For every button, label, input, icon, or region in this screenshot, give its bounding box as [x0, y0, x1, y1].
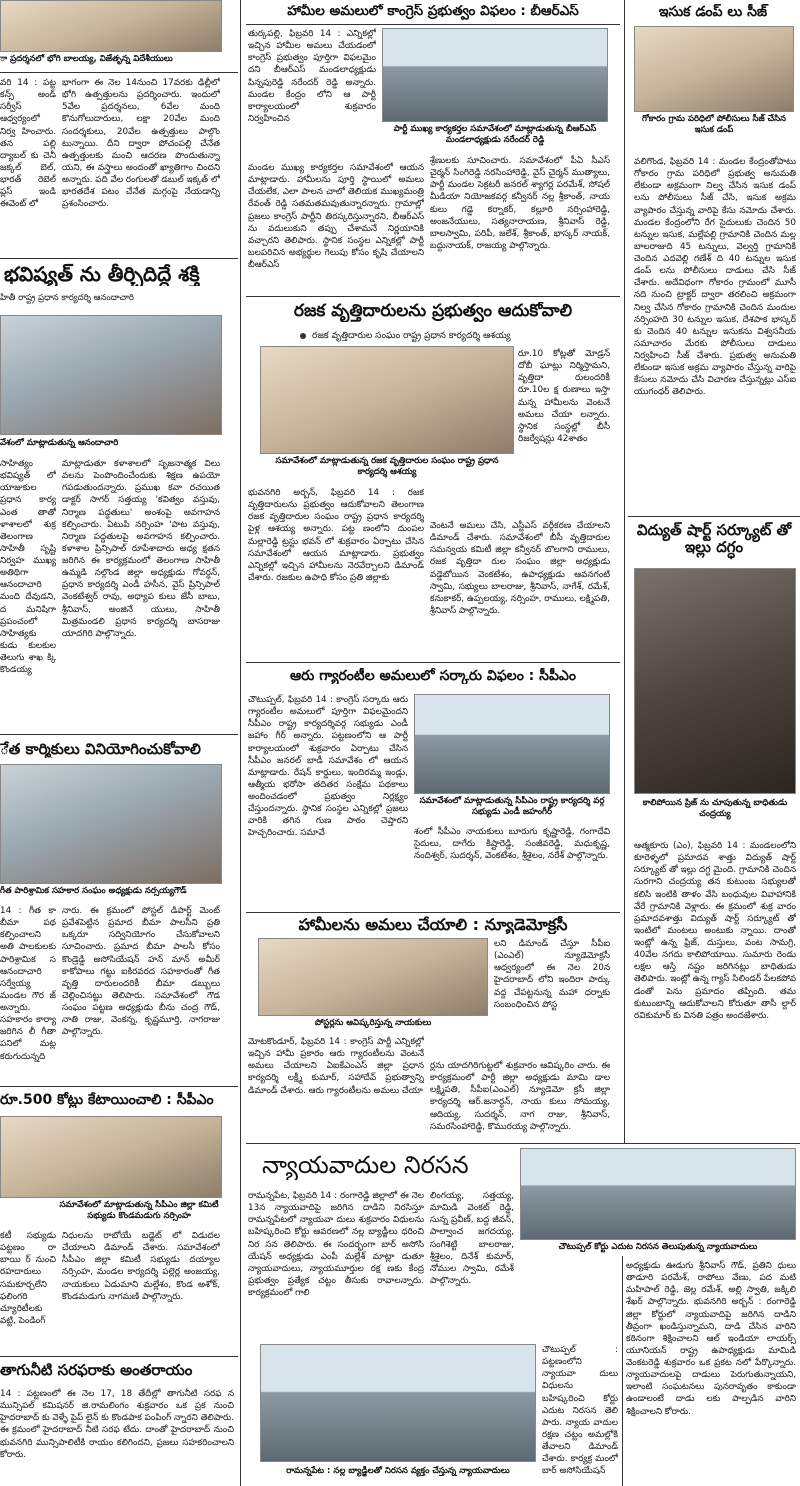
- article-text-isuka: వలిగొండ, ఫిబ్రవరి 14 : మండల కేంద్రంతోపాటు గోకారం గ్రామ పరిధిలో ప్రభుత్వ అనుమతి లేకుండా అక్రమంగా నిల్వ చేసిన ఇసుక డంప్ లను పోలీసులు సీజ్ చేసి, ఇసుక అక్రమ వ్యాపారం చేస్తున్న వారిపై కేసు నమోదు చేశారు. మండల కేంద్రంలోని రేగ సైదులుకు చెందిన 50 టన్నుల ఇసుక, మల్లేపల్లి గ్రామానికి చెందిన మల్ల బాలరాజుది 45 టన్నులు, వెల్వర్తి గ్రామానికి చెందిన ఎదవెల్లి గణేశ్ ది 40 టన్నుల ఇసుక డంప్ లను పోలీసులు దాడులు చేసి సీజ్ చేశారు. అదేవిధంగా గోకారం గ్రామంలో మూసీ నది నుంచి ట్రాక్టర్ ద్వారా తరలించి అక్రమంగా నిల్వ చేసిన గోకారం గ్రామానికి చెందిన మందుల నర్సింహది 30 టన్నుల ఇసుక, దేశపాక భాస్కర్ కు చెందిన 40 టన్నుల ఇసుకను విశ్వసనీయ సమాచారం మేరకు పోలీసులు దాడులు నిర్వహించి సీజ్ చేశారు. ప్రభుత్వ అనుమతి లేకుండా ఇసుక అక్రమ వ్యాపారం చేస్తున్న వారిపై కేసులు నమోదు చేసి విచారణ చేస్తున్నట్లు ఎస్ఐ యుగంధర్ తెలిపారు.: [634, 157, 796, 398]
- article-text-left-3b: నారు. ఈ క్రమంలో పోస్టల్ డిపార్ట్ మెంట్ ప్రవేశపెట్టిన ప్రమాద బీమా పాలసీని ప్రతి ఒక్కరూ సద్వినియోగం చేసుకోవాలని సూచించారు. ప్రమాద బీమా పాలసీ కోసం కొండ్రెడ్డి అసోసియేషన్ హన్ మాన్ అమీర్ కాకోపాలు గట్టు ఐకిరవరద సహకారంతో గీత వృత్తి దారులందరికీ బీమా డబ్బులు చెల్లించినట్టు తెలిపారు. సమావేశంలో గౌడ సంఘం పట్టణ అధ్యక్షుడు బీను చంద్ర గౌడ్, నాతి రాజు, వెంకన్న, కృష్ణమూర్తి, నాగరాజు పాల్గొన్నారు.: [62, 906, 220, 1038]
- caption-isuka: గోకారం గ్రామ పరిధిలో పోలీసులు సీజ్ చేసిన ఇసుక డంప్: [641, 114, 787, 135]
- article-text-hamila-2: మండల ముఖ్య కార్యకర్తల సమావేశంలో ఆయన మాట్లాడారు. హామీలను పూర్తి స్థాయిలో అమలు చేయలేక, ఎలా పాలన చాలో తెలియక ముఖ్యమంత్రి రేవంత్ రెడ్డి సతమతమవుతున్నారన్నారు. గ్రామాల్లో ప్రజలు కాంగ్రెస్ పార్టీని తిరస్కరిస్తున్నారని, బీఆర్ఎస్ ను వదులుకుని తప్పు చేశామనే నిర్ణయానికి వచ్చారని తెలిపారు. స్థానిక సంస్థల ఎన్నికల్లో పార్టీ బలపరిచిన అభ్యర్థుల గెలుపు కోసం కృషి చేయాలని బీఆర్ఎస్: [248, 163, 424, 270]
- article-text-rajaka-3: వెంటనే అమలు చేసి, ఎస్టీఎస్ వర్గీకరణ చేయాలని డిమాండ్ చేశారు. సమావేశంలో బీసీ వృత్తిదారుల సమన్వయ కమిటీ జిల్లా కన్వీనర్ బొలగాని రాములు, రజక వృత్తిదా రుల సంఘం జిల్లా అధ్యక్షుడు వడ్డెబోయిన వెంకటేశం, ఉపాధ్యక్షుడు ఆవనగంటి స్వామి, సభ్యులు బాలరాజు, శ్రీనివాస్, నాగేశ్, రమేశ్, కనుకాకర్, ఉప్పలయ్య, నర్సింహ, రాములు, లక్ష్మిపతి, శ్రీనివాస్ పాల్గొన్నారు.: [430, 521, 610, 616]
- article-text-nyaya-3: చౌటుప్పల్ : పట్టణంలోని న్యాయవా దులు విధులను బహిష్కరించి కోర్టు ఎదుట నిరసన తెలి పారు. న్యాయ వాదుల రక్షణ చట్టం అమల్లోకి తేవాలని డిమాండ్ చేశారు. కార్యక్ర మంలో బార్ అసోసియేషన్: [542, 1345, 618, 1477]
- article-text-hamila-3: శ్రేణులకు సూచించారు. సమావేశంలో పీఏ సీఎస్ చైర్మన్ సింగిరెడ్డి నరసింహారెడ్డి, వైస్ చైర్మన్ ముత్యాలు, పార్టీ మండల సెక్రటరీ జనరల్ శ్యాగర్ల పరమేశ్, సోషల్ మీడియా నియోజకవర్గ కన్వీనర్ నల్ల శ్రీకాంత్, నాయ కులు గడ్డె కర్నాకర్, కల్లూరి నర్సింహారెడ్డి, అంజనేయులు, సత్యనారాయణ, శ్రీనివాస్ రెడ్డి, బాలస్వామి, పరిపీ, జలేశ్, శ్రీకాంత్, భాస్కర్ నాయక్, బద్దునాయక్, రాజయ్య పాల్గొన్నారు.: [430, 156, 610, 251]
- article-text-nyaya-2b: [430, 1290, 610, 1340]
- photo-vidyut: [634, 568, 796, 794]
- bullet-icon: [300, 333, 306, 339]
- photo-500-crore: [0, 1116, 222, 1198]
- photo-hamila: [382, 28, 608, 122]
- headline-karmikulu: ేత కార్మికులు వినియోగించుకోవాలి: [0, 741, 201, 758]
- headline-aaru-guarantees: ఆరు గ్యారంటీల అమలులో సర్కారు విఫలం : సీపీఎం: [290, 668, 576, 684]
- article-text-aaru-2: శంలో సీపీఎం నాయకులు బూరుగు కృష్ణారెడ్డి, గంగాదేవి సైదులు, దాగేరు కిష్టారెడ్డి, సంజీవరెడ్డి, మధుకృష్ణ, నందిశ్వర్, సుదర్శన్, వెంకటేశం, శ్రీశైలం, నరేశ్ పాల్గొన్నారు.: [414, 827, 610, 862]
- photo-new-democracy: [258, 938, 488, 1016]
- caption-nyaya-top: చౌటుప్పల్ కోర్టు ఎదుట నిరసన తెలుపుతున్న న్యాయవాదులు: [558, 1242, 758, 1252]
- article-text-new-1: లని డిమాండ్ చేస్తూ సీపీఐ (ఎంఎల్) న్యూడెమోక్రసీ ఆధ్వర్యంలో ఈ నెల 20న హైదరాబాద్ లోని ఇందిరా పార్కు వద్ద చేపట్టనున్న మహా ధర్నాకు సంబంధించిన పోస్ట: [494, 939, 610, 1010]
- photo-isuka: [634, 26, 794, 112]
- article-text-left-2a: సాహిత్యం భవిష్యత్ లో యాజుకుల ప్రధాన కార్య ఎంత తాతో ళాశాలలో శుక్ర తెలంగాణ సాహితీ సృష్టి నిర్వహ ముఖ్య అతిథిగా ఆనందాచారి మంది దేవుడని, ద మనిషిగా ప్రపంచంలో సాహిత్యకు కుడు కులకుల తెలుగు శాఖ క్కి కొండయ్య: [0, 459, 56, 676]
- photo-top-left: [0, 0, 222, 52]
- photo-nyaya-bottom: [260, 1344, 536, 1462]
- caption-hamila: పార్టీ ముఖ్య కార్యకర్తల సమావేశంలో మాట్లాడుతున్న బీఆర్ఎస్ మండలాధ్యక్షుడు నరేందర్ రెడ్డి: [393, 124, 597, 145]
- photo-aaru: [414, 694, 610, 794]
- subhead-rajaka: [300, 330, 600, 342]
- headline-isuka: ఇసుక డంప్ లు సీజ్: [658, 4, 768, 20]
- article-text-hamila-1: తుర్కపల్లి, ఫిబ్రవరి 14 : ఎన్నికల్లో ఇచ్చిన హామీల అమలు చేయడంలో కాంగ్రెస్ ప్రభుత్వం పూర్తిగా విఫలమైం దని బీఆర్ఎస్ మండలాధ్యక్షుడు పిన్నపురెడ్డి నరేందర్ రెడ్డి అన్నారు. మండల కేంద్రం లోని ఆ పార్టీ కార్యాలయంలో శుక్రవారం నిర్వహించిన: [248, 29, 376, 124]
- headline-vidyut: విద్యుత్ షార్ట్ సర్క్యూట్ తో ఇల్లు దగ్ధం: [636, 522, 792, 557]
- photo-bhavishyat: [0, 315, 222, 435]
- caption-aaru: సమావేశంలో మాట్లాడుతున్న సీపీఎం రాష్ట్ర కార్యదర్శి వర్గ సభ్యుడు ఎండీ జహంగీర్: [419, 796, 605, 817]
- article-text-nyaya-right: అధ్యక్షుడు ఊడుగు శ్రీనివాస్ గౌడ్, ప్రతిని ధులు తాడూరి పరమేశ్, రాపోలు వేణు, పద మటి మహిపాల్ రెడ్డి, జెల్ల రమేశ్, అల్లి స్వాతి, జక్కిలి శేఖర్ పాల్గొన్నారు. భువనగిరి అర్బన్ : రంగారెడ్డి జిల్లా కోర్టులో న్యాయవాదిపై జరిగిన దాడిని తీవ్రంగా ఖండిస్తున్నామని, దాడి చేసిన వారిని కఠినంగా శిక్షించాలని ఆల్ ఇండియా లాయర్స్ యూనియన్ రాష్ట్ర ఉపాధ్యక్షుడు మామిడి వెంకటరెడ్డి శుక్రవారం ఒక ప్రకట నలో పేర్కొన్నారు. న్యాయవాదులపై దాడులు పెరుగుతున్నాయని, ఇలాంటి సంఘటనలు పునరావృతం కాకుండా ఉండాలంటే దాడు లకు పాల్పడిన వారిని శిక్షించాలని కోరారు.: [626, 1261, 796, 1417]
- caption-karmikulu: గీత పారిశ్రామిక సహకార సంఘం అధ్యక్షుడు నర్సయ్యగౌడ్: [0, 886, 187, 896]
- article-text-left-3a: 14 : గీత కా బీమా పథ కల్పించాలని అతి పాలకులకు పారిశ్రామిక స ఆనందాచారి సర్వేయ్య మండల గౌర జ్ అన్నారు. సహకారం కార్యా జరిగిన లీ గీతా పనిలో మట్ల కరుగుదున్నది: [0, 906, 56, 1062]
- headline-hamila-brs: హామీల అమలులో కాంగ్రెస్ ప్రభుత్వం విఫలం : బీఆర్ఎస్: [287, 4, 579, 19]
- article-text-new-3: ర్లను యాదగిరిగుట్టలో శుక్రవారం ఆవిష్కరిం చారు. ఈ కార్యక్రమంలో పార్టీ జిల్లా అధ్యక్షుడు మామి డాల లక్ష్మిపతి, సీపీఐ(ఎంఎల్) న్యూడెమో క్రసీ జిల్లా కార్యదర్శి ఆర్.జనార్ధన్, నాయ కులు సోమయ్య, ఆదియ్య, సుదర్శన్, నాగ రాజు, శ్రీనివాస్, సమరసింహారెడ్డి, కొమురయ్య పాల్గొన్నారు.: [430, 1061, 610, 1132]
- caption-new-democracy: పోస్టర్లను ఆవిష్కరిస్తున్న నాయకులు: [314, 1018, 432, 1028]
- article-text-left-5: 14 : పట్టణంలో ఈ నెల 17, 18 తేదీల్లో తాగునీటి సరఫ న మున్సిపల్ కమిషనర్ జి.రామలింగం శుక్రవారం ఒక ప్రక నుంచి హైదరాబాద్ కు వెళ్ళే పైప్ లైన్ కు కొండపాక పంపింగ్ న్నారని తెలిపారు. ఈ క్రమంలో హైదరాబాద్ నీటి సరఫ టేదు. దాంతో హైదరాబాద్ నుంచి భువనగిరి మున్సిపాలిటీకి రాయం కలిగిందని, ప్రజలు సహకరించాలని కోరారు.: [0, 1389, 234, 1460]
- headline-taguneeti: తాగునీటి సరఫరాకు అంతరాయం: [0, 1362, 193, 1379]
- article-text-left-4b: నిధులను రాబోయే బడ్జెట్ లో విడుదల చేయాలని డిమాండ్ చేశారు. సమావేశంలో సీపీఎం జిల్లా కమిటీ సభ్యుడు దయ్యాల నర్సింహ, మండల కార్యదర్శి పల్లెర్ల అంజయ్య, నాయకులు ఏడుమాని మల్లేశం, కొండ అశోక్, కొండమడుగు నాగమణి పాల్గొన్నారు.: [62, 1231, 220, 1302]
- headline-nyayavadula: న్యాయవాదుల నిరసన: [262, 1152, 469, 1179]
- article-text-rajaka-1: రూ.10 కోట్లతో మోడ్రన్ దోబీ ఘాట్లు నిర్మిస్తామని, వృత్తిదా రులందరికీ రూ.10ల క్ష రుణాలు ఇస్తా మన్న హామీలను వెంటనే అమలు చేయా లన్నారు. స్థానిక సంస్థల్లో బీసీ రిజర్వేషన్లు 42శాతం: [518, 349, 610, 444]
- caption-vidyut: కాలిపోయిన ప్రిజ్ ను చూపుతున్న బాధితుడు చంద్రయ్య: [642, 798, 788, 819]
- caption-top-left: ా ప్రదర్శనలో భోగి బాలయ్య, విజేతృన్న విదేశీయులు: [0, 54, 173, 64]
- article-text-new-2: మోటకొండూర్, ఫిబ్రవరి 14 : కాంగ్రెస్ పార్టీ ఎన్నికల్లో ఇచ్చిన హామీ ప్రకారం ఆరు గ్యారంటీలను వెంటనే అమలు చేయాలని ఏఐకేఎంఎస్ జిల్లా ప్రధాన కార్యదర్శి లక్ష్మీ కుమార్, సహాదేవ్ ప్రభుత్వాన్ని డిమాండ్ చేశారు. ఆరు గ్యారంటీలను అమలు చేయా: [248, 1037, 424, 1096]
- photo-karmikulu: [0, 764, 222, 884]
- photo-rajaka: [260, 346, 514, 454]
- article-text-nyaya-1: రామన్నపేట, ఫిబ్రవరి 14 : రంగారెడ్డి జిల్లాలో ఈ నెల 13న న్యాయవాదిపై జరిగిన దాడిని నిరసిస్తూ రామన్నపేటలో న్యాయవా దులు శుక్రవారం విధులను బహిష్కరించి కోర్టు ఆవరణలో నల్ల బ్యాడ్జీలు ధరించి నిర సన తెలిపారు. ఈ సందర్భంగా బార్ అసోసి యేషన్ అధ్యక్షుడు ఎంపీ మల్లేశ్ మాట్లా డుతూ న్యాయవాదులు, న్యాయమూర్తుల రక్ష ణకు కేంద్ర ప్రభుత్వం ప్రత్యేక చట్టం తీసుకు రావాలన్నారు. కార్యక్రమంలో గాలి: [248, 1191, 424, 1298]
- caption-bhavishyat: వేశంలో మాట్లాడుతున్న ఆనందాచారి: [0, 438, 119, 448]
- article-text-left-1a: వరి 14 : పట్ట కన్స్ అండ్ సర్వీస్ ఆధ్వర్యంలో నిర్వ హించారు. తన పల్లి ద్యాబల్ కు చెనీ జక్కల్ బెల్, భారత్ రెబెల్ ప్లస్ ఇండి ఈవెంట్ లో: [0, 78, 56, 210]
- article-text-rajaka-2: భువనగిరి అర్బన్, ఫిబ్రవరి 14 : రజక వృత్తిదారులను ప్రభుత్వం ఆదుకోవాలని తెలంగాణ రజక వృత్తిదారుల సంఘం రాష్ట్ర ప్రధాన కార్యదర్శి పైళ్ల ఆశయ్య అన్నారు. పట్ట ణంలోని దుంపల మల్లారెడ్డి ట్రస్టు భవన్ లో శుక్రవారం ఏర్పాటు చేసిన సమావేశంలో ఆయన మాట్లాడారు. ప్రభుత్వం ఎన్నికల్లో ఇచ్చిన హామీలను నెరవేర్చాలని డిమాండ్ చేశారు. రజకుల ఉపాధి కోసం ప్రతి జిల్లాకు: [248, 488, 424, 583]
- photo-nyaya-top: [520, 1148, 796, 1240]
- headline-bhavishyat: భవిష్యత్ ను తీర్చిదిద్దే శక్తి: [4, 263, 200, 286]
- article-text-left-4a: కటీ సభ్యుడు పట్టణం రా బాయి ర్ నుంచి రహదారులు సమకూర్చలేని ఫలింగరి చ్యూరిటీలకు వట్టి, పెండింగ్: [0, 1231, 56, 1326]
- article-text-left-2b: మాట్లాడుతూ కళాశాలలో సృజనాత్మక విలు వలను పెంపొందించేందుకు శిక్షణ ఉపయో గపడుతుందన్నారు. ప్రముఖ కవా రచయిత డాక్టర్ సాగర్ సత్తయ్య 'కవిత్వం వస్తువు, నిర్మాణ పద్ధతులు' అంశంపై అవగాహన కల్పించారు. ఏటుపి నర్సింహ 'పాట వస్తువు, నిర్మాణ పద్ధతులపై అవగాహన కల్పించారు. కళాశాల ప్రిన్సిపాల్ రూపేశాదారు అధ్య క్షతన జరిగిన ఈ కార్యక్రమంలో తెలంగాణ సాహితీ ఉమ్మడి నల్గొండ జిల్లా అధ్యక్షుడు గోవర్ధన్, ప్రధాన కార్యదర్శి ఎండీ హసీన, వైస్ ప్రిన్సిపాల్ వెంకటేశ్వర్ రావు, అధ్యాప కులు జేసీ బాబు, శ్రీనివాస్, అంజినే యులు, సాహితీ మిత్రమండలి ప్రధాన కార్యదర్శి బాసరాజు యాదగిరి పాల్గొన్నారు.: [62, 459, 220, 639]
- subhead-bhavishyat: హితీ రాష్ట్ర ప్రధాన కార్యదర్శి ఆనందాచారి: [0, 293, 134, 303]
- article-text-vidyut: ఆత్మకూరు (ఎం), ఫిబ్రవరి 14 : మండలంలోని కూరెళ్ళలో ప్రమాదవ శాత్తు విద్యుత్ షార్ట్ సర్క్యూట్ తో ఇల్లు దగ్ధ మైంది. గ్రామానికి చెందిన సురగాని చంద్రయ్య తన కుటుంబ సభ్యులతో కలిసి ఇంటికి తాళం వేసి బంధువుల వివాహానికి వేరే గ్రామానికి వెళ్లారు. ఈ క్రమంలో శుక్ర వారం ప్రమాదవశాత్తు విద్యుత్ షార్ట్ సర్క్యూట్ తో ఇంటిలో మంటలు అంటుకు న్నాయి. దాంతో ఇంట్లో ఉన్న ఫ్రిజ్, దుస్తులు, వంట సామగ్రి, 40వేల నగదు కాలిపోయాయి. సుమారు రెండు లక్షల ఆస్తి నష్టం జరిగినట్లు బాధితుడు తెలిపారు. ఇంట్లో ఉన్న గ్యాస్ సిలిండర్ పేలకపోవ డంతో పెను ప్రమాదం తప్పింది. తమ కుటుంబాన్ని ఆదుకోవాలని కోరుతూ తాసీ ల్దార్ రవికుమార్ కు వినతి పత్రం అందజేశారు.: [634, 841, 796, 1021]
- headline-new-democracy: హామీలను అమలు చేయాలి : న్యూడెమోక్రసీ: [298, 916, 568, 934]
- subhead-rajaka-text: రజక వృత్తిదారుల సంఘం రాష్ట్ర ప్రధాన కార్యదర్శి ఆశయ్య: [312, 331, 511, 341]
- article-text-left-1b: భాగంగా ఈ నెల 14నుంచి 17వరకు ఢిల్లీలో భోగి ఉత్పత్తులను ప్రదర్శించారు. ఇందులో 5వేల ప్రదర్శనలు, 6వేల మంది కొనుగోలుదారులు, లక్షా 20వేల మంది సందర్శకులు, 20వేల ఉత్పత్తులు పాల్గొం టున్నాయి. దీని ద్వారా పోచంపల్లి చేనేత ఉత్పత్తులకు మంచి ఆదరణ పొందుతున్నా యని, ఈ వస్త్రాలు అందంతో ఖ్యాతిగాం చిందని అన్నారు. పది వేల రంగులతో డబుల్ ఇక్కత్ లో భారతదేశ పటం చేనేత మగ్గంపై నేయడాన్ని ప్రశంసించారు.: [62, 78, 220, 210]
- caption-nyaya-bottom: రామన్నపేట : నల్ల బ్యాడ్జీలతో నిరసన వ్యక్తం చేస్తున్న న్యాయవాదులు: [286, 1466, 510, 1476]
- caption-500-crore: సమావేశంలో మాట్లాడుతున్న సీపీఎం జిల్లా కమిటీ సభ్యుడు కొండమడుగు నర్సింహ: [59, 1200, 219, 1221]
- article-text-aaru-1: చౌటుప్పల్, ఫిబ్రవరి 14 : కాంగ్రెస్ సర్కారు ఆరు గ్యారంటీల అమలులో పూర్తిగా విఫలమైందని సీపీఎం రాష్ట్ర కార్యదర్శివర్గ సభ్యుడు ఎండీ జహాం గీర్ అన్నారు. పట్టణంలోని ఆ పార్టీ కార్యాలయంలో శుక్రవారం ఏర్పాటు చేసిన సీపీఎం జనరల్ బాడీ సమావేశం లో ఆయన మాట్లాడారు. రేషన్ కార్డులు, ఇందిరమ్మ ఇండ్లు, ఆత్మీయ భరోసా తదితర సంక్షేమ పథకాలు అందించడంలో ప్రభుత్వం నిర్లక్ష్యం చేస్తుందన్నారు. స్థానిక సంస్థల ఎన్నికల్లో ప్రజలు వారికి తగిన గుణ పాఠం చెప్తారని హెచ్చరించారు. సమావే: [248, 695, 408, 839]
- headline-rajaka: రజక వృత్తిదారులను ప్రభుత్వం ఆదుకోవాలి: [293, 302, 573, 321]
- headline-500-crore: రూ.500 కోట్లు కేటాయించాలి : సీపీఎం: [0, 1092, 214, 1108]
- article-text-nyaya-2: లింగయ్య, సత్తయ్య, మామిడి వెంకట్ రెడ్డి, సున్న ప్రవీణ్, బద్ద జీవన్, పాల్వాంచ జగదయ్య, సంగిశెట్టి బాలరాజు, శ్రీశైలం, దినేశ్ కుమార్, నోముల స్వామి, రమేశ్ పాల్గొన్నారు.: [430, 1191, 514, 1286]
- caption-rajaka: సమావేశంలో మాట్లాడుతున్న రజక వృత్తిదారుల సంఘం రాష్ట్ర ప్రధాన కార్యదర్శి ఆశయ్య: [275, 456, 499, 477]
